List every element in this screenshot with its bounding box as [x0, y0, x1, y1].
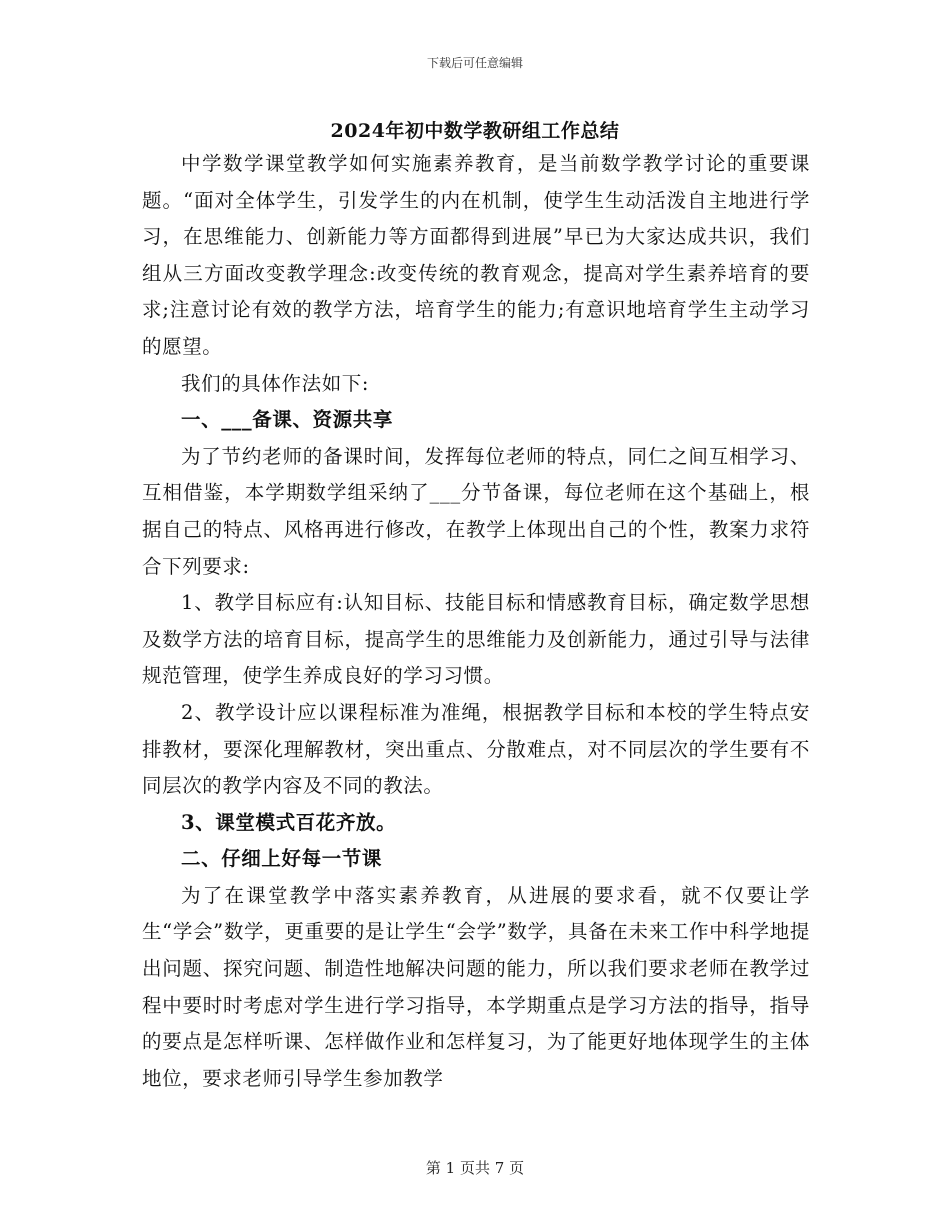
paragraph-prep: 为了节约老师的备课时间，发挥每位老师的特点，同仁之间互相学习、互相借鉴，本学期数学组采纳了___分节备课，每位老师在这个基础上，根据自己的特点、风格再进行修改，在教学上体现出自己的个性，教案力求符合下列要求:	[142, 444, 810, 578]
paragraph-method-lead: 我们的具体作法如下:	[181, 371, 370, 395]
section-heading-2: 二、仔细上好每一节课	[181, 847, 383, 871]
list-item-3: 3、课堂模式百花齐放。	[181, 810, 397, 834]
page-footer: 第 1 页共 7 页	[425, 1159, 525, 1177]
list-item-2: 2、教学设计应以课程标准为准绳，根据教学目标和本校的学生特点安排教材，要深化理解教材，突出重点、分散难点，对不同层次的学生要有不同层次的教学内容及不同的教法。	[142, 700, 810, 798]
paragraph-intro: 中学数学课堂教学如何实施素养教育，是当前数学教学讨论的重要课题。“面对全体学生，引发学生的内在机制，使学生生动活泼自主地进行学习，在思维能力、创新能力等方面都得到进展”早已为大家达成共识，我们组从三方面改变教学理念:改变传统的教育观念，提高对学生素养培育的要求;注意讨论有效的教学方法，培育学生的能力;有意识地培育学生主动学习的愿望。	[142, 152, 810, 358]
section-heading-1: 一、___备课、资源共享	[181, 408, 393, 432]
document-body	[142, 146, 810, 1097]
paragraph-class: 为了在课堂教学中落实素养教育，从进展的要求看，就不仅要让学生“学会”数学，更重要的是让学生“会学”数学，具备在未来工作中科学地提出问题、探究问题、制造性地解决问题的能力，所以我们要求老师在教学过程中要时时考虑对学生进行学习指导，本学期重点是学习方法的指导，指导的要点是怎样听课、怎样做作业和怎样复习，为了能更好地体现学生的主体地位，要求老师引导学生参加教学	[142, 883, 810, 1090]
document-title: 2024年初中数学教研组工作总结	[330, 120, 620, 142]
page-header: 下载后可任意编辑	[426, 56, 523, 70]
list-item-1: 1、教学目标应有:认知目标、技能目标和情感教育目标，确定数学思想及数学方法的培育目标，提高学生的思维能力及创新能力，通过引导与法律规范管理，使学生养成良好的学习习惯。	[142, 591, 810, 688]
